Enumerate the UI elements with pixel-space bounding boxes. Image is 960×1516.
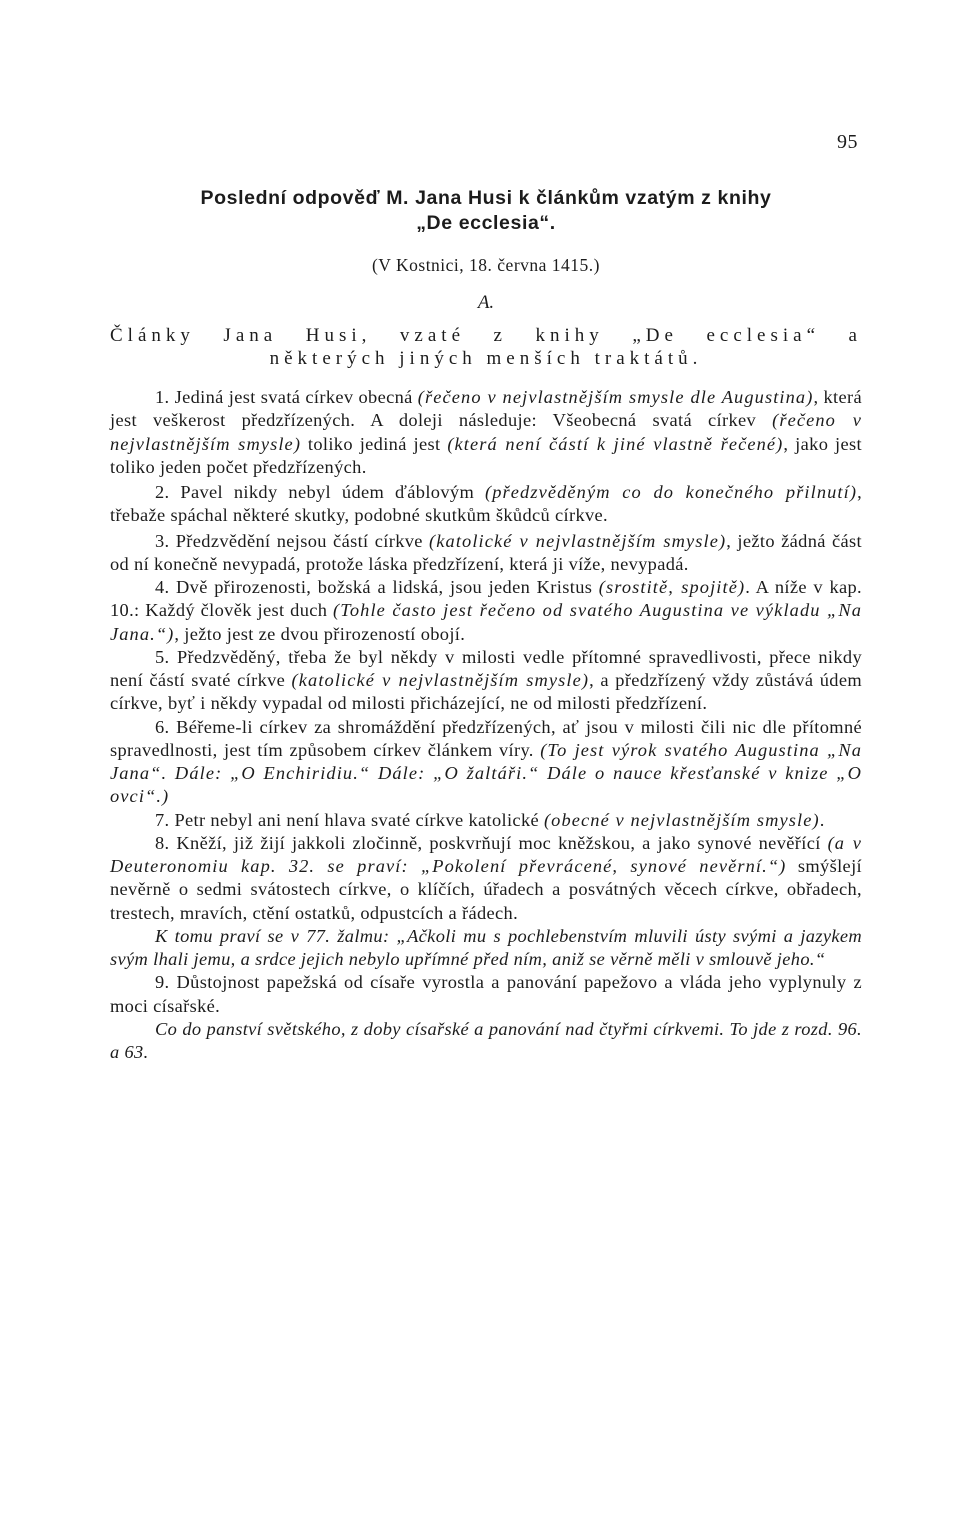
article-5 (110, 646, 862, 716)
text: 2. Pavel nikdy nebyl údem ďáblovým (155, 482, 485, 502)
article-7 (110, 809, 862, 832)
italic-note: (předzvěděným co do konečného přilnutí) (485, 482, 858, 502)
text: . (819, 809, 825, 830)
article-8-note (110, 925, 862, 972)
text: , ježto jest ze dvou přirozeností obojí. (174, 623, 466, 644)
text: 6. Béřeme-li církev za shromáždění předzřízených, ať jsou v milosti čili nic dle přítomné spravedlnosti, jest tím způsobem církev článkem víry. (110, 716, 862, 760)
article-2 (110, 481, 862, 528)
text: toliko jediná jest (301, 433, 448, 454)
italic-note: (katolické v nejvlastnějším smysle) (291, 670, 590, 690)
section-heading (110, 324, 862, 370)
italic-note: (To jest výrok svatého Augustina „Na Jana“. Dále: „O Enchiridiu.“ Dále: „O žaltáři.“ Dále o nauce křesťanské v knize „O ovci“.) (110, 739, 862, 807)
section-letter: A. (477, 292, 495, 313)
article-1 (110, 386, 862, 479)
text: , ježto žádná část od ní konečně nevypadá, protože láska předzřízení, která ji víže, nevypadá. (110, 530, 862, 574)
text: 7. Petr nebyl ani není hlava svaté církve katolické (155, 809, 544, 830)
italic-note: (která není částí k jiné vlastně řečené) (447, 433, 784, 454)
article-6 (110, 716, 862, 809)
text: , jako jest toliko jeden počet předzřízených. (110, 433, 862, 477)
italic-note: (srostitě, spojitě) (598, 577, 746, 597)
italic-note: (řečeno v nejvlastnějším smysle) (110, 410, 862, 454)
section-heading-line-1: Články Jana Husi, vzaté z knihy „De ecclesia“ a (110, 325, 862, 346)
article-8 (110, 832, 862, 925)
italic-note: (řečeno v nejvlastnějším smysle dle Augustina) (417, 387, 814, 407)
text: , a předzřízený vždy zůstává údem církve, byť i někdy vypadal od milosti přicházející, ne od milosti předzřízení. (110, 670, 862, 714)
title-line-1: Poslední odpověď M. Jana Husi k článkům vzatým z knihy (200, 187, 772, 209)
text: 4. Dvě přirozenosti, božská a lidská, jsou jeden Kristus (155, 577, 599, 597)
italic-note: K tomu praví se v 77. žalmu: „Ačkoli mu s pochlebenstvím mluvili ústy svými a jazykem svým lhali jemu, a srdce jejich nebylo upřímné před ním, aniž se věrně měli v smlouvě jeho.“ (110, 925, 862, 969)
article-4 (110, 576, 862, 646)
text: 5. Předzvěděný, třeba že byl někdy v milosti vedle přítomné spravedlivosti, přece nikdy není částí svaté církve (110, 646, 862, 690)
text: 1. Jediná jest svatá církev obecná (155, 387, 418, 407)
text-block (110, 186, 862, 1064)
page-number: 95 (837, 131, 858, 153)
title-line-2: „De ecclesia“. (416, 212, 556, 234)
text: . A níže v kap. 10.: Každý člověk jest duch (110, 577, 862, 621)
italic-note: (a v Deuteronomiu kap. 32. se praví: „Pokolení převrácené, synové nevěrní.“) (110, 832, 862, 876)
text: 8. Kněží, již žijí jakkoli zločinně, poskvrňují moc kněžskou, a jako synové nevěřící (155, 832, 828, 853)
italic-note: Co do panství světského, z doby císařské a panování nad čtyřmi církvemi. To jde z rozd. 96. a 63. (110, 1018, 862, 1062)
article-9-note (110, 1018, 862, 1065)
text: , která jest veškerost předzřízených. A doleji následuje: Všeobecná svatá církev (110, 387, 862, 431)
italic-note: (obecné v nejvlastnějším smysle) (543, 809, 820, 830)
articles-list (110, 386, 862, 1064)
italic-note: (katolické v nejvlastnějším smysle) (429, 530, 727, 551)
text: smýšlejí nevěrně o sedmi svátostech církve, o klíčích, úřadech a posvátných věcech církve, obřadech, trestech, mravích, ctění ostatků, odpustcích a řádech. (110, 856, 862, 923)
document-title (110, 186, 862, 236)
text: 3. Předzvědění nejsou částí církve (155, 530, 430, 551)
text: 9. Důstojnost papežská od císaře vyrostla a panování papežovo a vláda jeho vyplynuly z moci císařské. (110, 972, 862, 1016)
article-9 (110, 971, 862, 1018)
article-3 (110, 530, 862, 577)
section-heading-line-2: některých jiných menších traktátů. (269, 348, 703, 369)
text: , třebaže spáchal některé skutky, podobné skutkům škůdců církve. (110, 482, 863, 526)
italic-note: (Tohle často jest řečeno od svatého Augustina ve výkladu „Na Jana.“) (110, 600, 862, 644)
document-subtitle: (V Kostnici, 18. června 1415.) (371, 255, 601, 275)
